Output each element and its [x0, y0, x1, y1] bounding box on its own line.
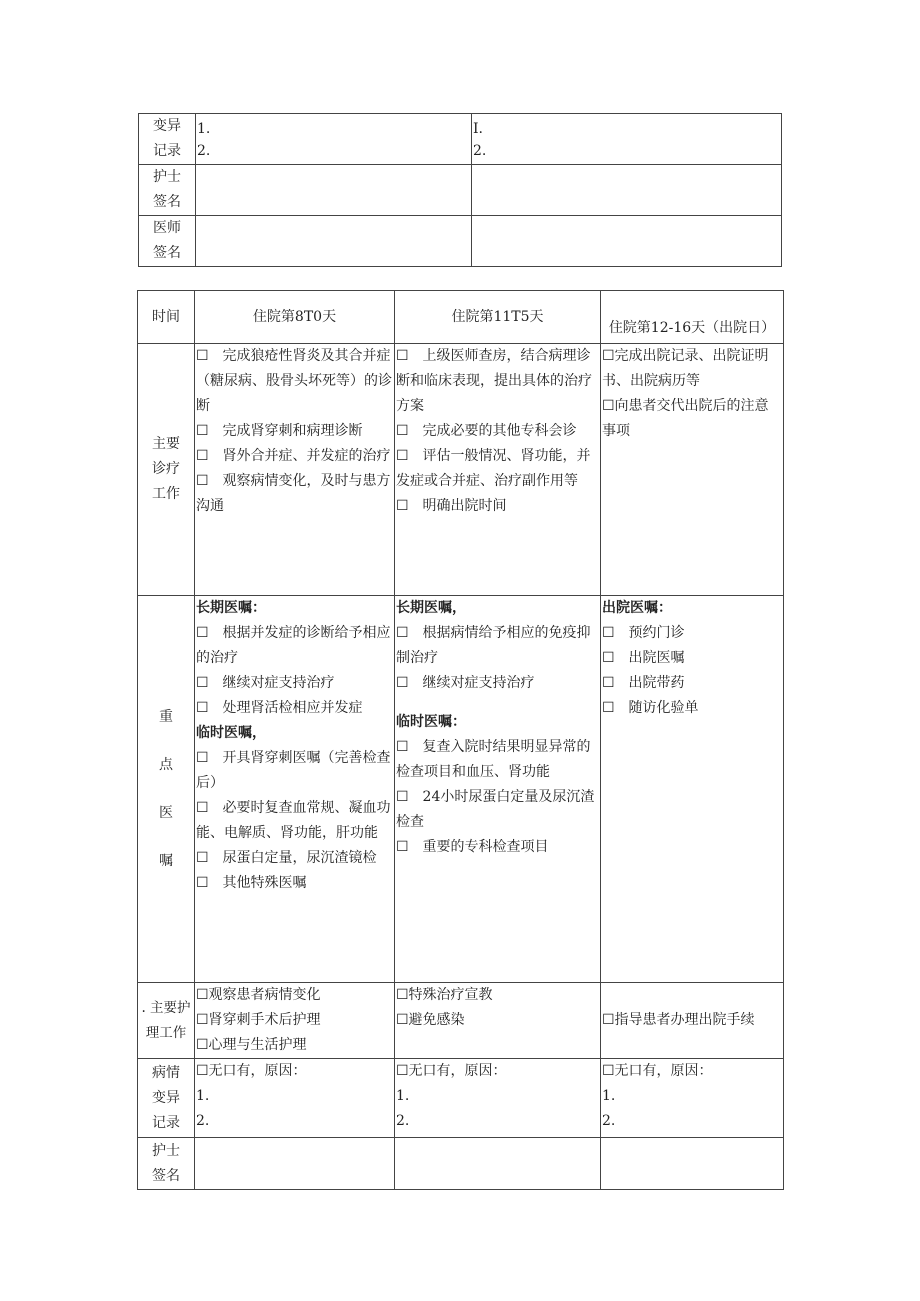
order-item: ☐ 复查入院时结果明显异常的检查项目和血压、肾功能 — [396, 739, 591, 780]
variation-label: 变异 记录 — [139, 114, 196, 165]
variation-line: 1. — [602, 1088, 616, 1104]
diag-col1-item: ☐ 完成狼疮性肾炎及其合并症（糖尿病、股骨头坏死等）的诊断 — [196, 348, 392, 414]
nursing-item: ☐指导患者办理出院手续 — [602, 1012, 755, 1028]
doctor-sign-label: 医师 签名 — [139, 216, 196, 267]
diag-col3-item: ☐向患者交代出院后的注意事项 — [602, 398, 769, 439]
orders-label — [138, 596, 195, 983]
orders-label-char: 重 — [159, 709, 173, 725]
doctor-sign-right[interactable] — [472, 216, 782, 267]
header-day-11-15: 住院第11T5天 — [395, 291, 601, 344]
variation-line: 2. — [396, 1113, 410, 1129]
nursing-col2 — [395, 983, 601, 1059]
order-item: ☐ 尿蛋白定量，尿沉渣镜检 — [196, 850, 377, 866]
diag-col2-item: ☐ 评估一般情况、肾功能，并发症或合并症、治疗副作用等 — [396, 448, 591, 489]
variation-col2 — [395, 1059, 601, 1138]
header-day-8-10: 住院第8T0天 — [195, 291, 395, 344]
nurse-sign-col2[interactable] — [395, 1138, 601, 1190]
discharge-orders-title: 出院医嘱： — [602, 600, 672, 616]
nursing-item: ☐肾穿刺手术后护理 — [196, 1012, 321, 1028]
orders-label-char: 嘱 — [159, 853, 173, 869]
nurse-sign-col1[interactable] — [195, 1138, 395, 1190]
variation-line: 2. — [602, 1113, 616, 1129]
order-item: ☐ 处理肾活检相应并发症 — [196, 700, 363, 716]
diag-col1-item: ☐ 观察病情变化，及时与患方沟通 — [196, 473, 391, 514]
spacer — [396, 696, 599, 710]
order-item: ☐ 其他特殊医嘱 — [196, 875, 307, 891]
diag-col3-item: ☐完成出院记录、出院证明书、出院病历等 — [602, 348, 769, 389]
nurse-sign-label: 护士 签名 — [139, 165, 196, 216]
order-item: ☐ 24小时尿蛋白定量及尿沉渣检查 — [396, 789, 595, 830]
variation-line: 2. — [196, 1113, 210, 1129]
variation-left-2: 2. — [197, 143, 211, 159]
nursing-label: . 主要护 理工作 — [138, 983, 195, 1059]
nursing-col1 — [195, 983, 395, 1059]
variation-right-cell — [472, 114, 782, 165]
long-term-orders-title: 长期医嘱， — [396, 600, 466, 616]
header-day-12-16: 住院第12-16天（出院日） — [601, 291, 784, 344]
diag-col2-item: ☐ 完成必要的其他专科会诊 — [396, 423, 577, 439]
order-item: ☐ 开具肾穿刺医嘱（完善检查后） — [196, 750, 391, 791]
temporary-orders-title: 临时医嘱， — [196, 725, 266, 741]
variation-col3 — [601, 1059, 784, 1138]
order-item: ☐ 预约门诊 — [602, 625, 685, 641]
order-item: ☐ 随访化验单 — [602, 700, 699, 716]
long-term-orders-title: 长期医嘱： — [196, 600, 266, 616]
order-item: ☐ 出院带药 — [602, 675, 685, 691]
variation-right-1: I. — [473, 121, 483, 137]
condition-variation-label: 病情 变异 记录 — [138, 1059, 195, 1138]
variation-line: 1. — [396, 1088, 410, 1104]
variation-right-2: 2. — [473, 143, 487, 159]
diag-col2-item: ☐ 明确出院时间 — [396, 498, 507, 514]
diag-col2-item: ☐ 上级医师查房，结合病理诊断和临床表现，提出具体的治疗方案 — [396, 348, 592, 414]
orders-col3 — [601, 596, 784, 983]
diagnosis-col3 — [601, 344, 784, 596]
variation-line: ☐无口有，原因： — [602, 1063, 713, 1079]
nurse-sign-left[interactable] — [196, 165, 472, 216]
nursing-item: ☐避免感染 — [396, 1012, 465, 1028]
nursing-col3 — [601, 983, 784, 1059]
order-item: ☐ 重要的专科检查项目 — [396, 839, 549, 855]
order-item: ☐ 继续对症支持治疗 — [396, 675, 535, 691]
nurse-sign-right[interactable] — [472, 165, 782, 216]
order-item: ☐ 根据并发症的诊断给予相应的治疗 — [196, 625, 391, 666]
variation-line: 1. — [196, 1088, 210, 1104]
nurse-sign-col3[interactable] — [601, 1138, 784, 1190]
orders-label-char: 点 — [159, 757, 173, 773]
time-label: 时间 — [138, 291, 195, 344]
nurse-sign-label-bottom: 护士 签名 — [138, 1138, 195, 1190]
variation-line: ☐无口有，原因： — [196, 1063, 307, 1079]
doctor-sign-left[interactable] — [196, 216, 472, 267]
diag-col1-item: ☐ 肾外合并症、并发症的治疗 — [196, 448, 391, 464]
order-item: ☐ 必要时复查血常规、凝血功能、电解质、肾功能，肝功能 — [196, 800, 391, 841]
orders-col2 — [395, 596, 601, 983]
nursing-item: ☐观察患者病情变化 — [196, 987, 321, 1003]
diagnosis-col2 — [395, 344, 601, 596]
diag-col1-item: ☐ 完成肾穿刺和病理诊断 — [196, 423, 363, 439]
order-item: ☐ 继续对症支持治疗 — [196, 675, 335, 691]
order-item: ☐ 根据病情给予相应的免疫抑制治疗 — [396, 625, 591, 666]
nursing-item: ☐心理与生活护理 — [196, 1037, 307, 1053]
variation-left-1: 1. — [197, 121, 211, 137]
variation-col1 — [195, 1059, 395, 1138]
order-item: ☐ 出院医嘱 — [602, 650, 685, 666]
nursing-item: ☐特殊治疗宣教 — [396, 987, 493, 1003]
diagnosis-col1 — [195, 344, 395, 596]
orders-col1 — [195, 596, 395, 983]
orders-label-char: 医 — [159, 805, 173, 821]
diagnosis-label: 主要 诊疗 工作 — [138, 344, 195, 596]
variation-left-cell — [196, 114, 472, 165]
temporary-orders-title: 临时医嘱： — [396, 714, 466, 730]
clinical-pathway-table — [137, 290, 784, 1190]
top-signature-table — [138, 113, 782, 267]
variation-line: ☐无口有，原因： — [396, 1063, 507, 1079]
